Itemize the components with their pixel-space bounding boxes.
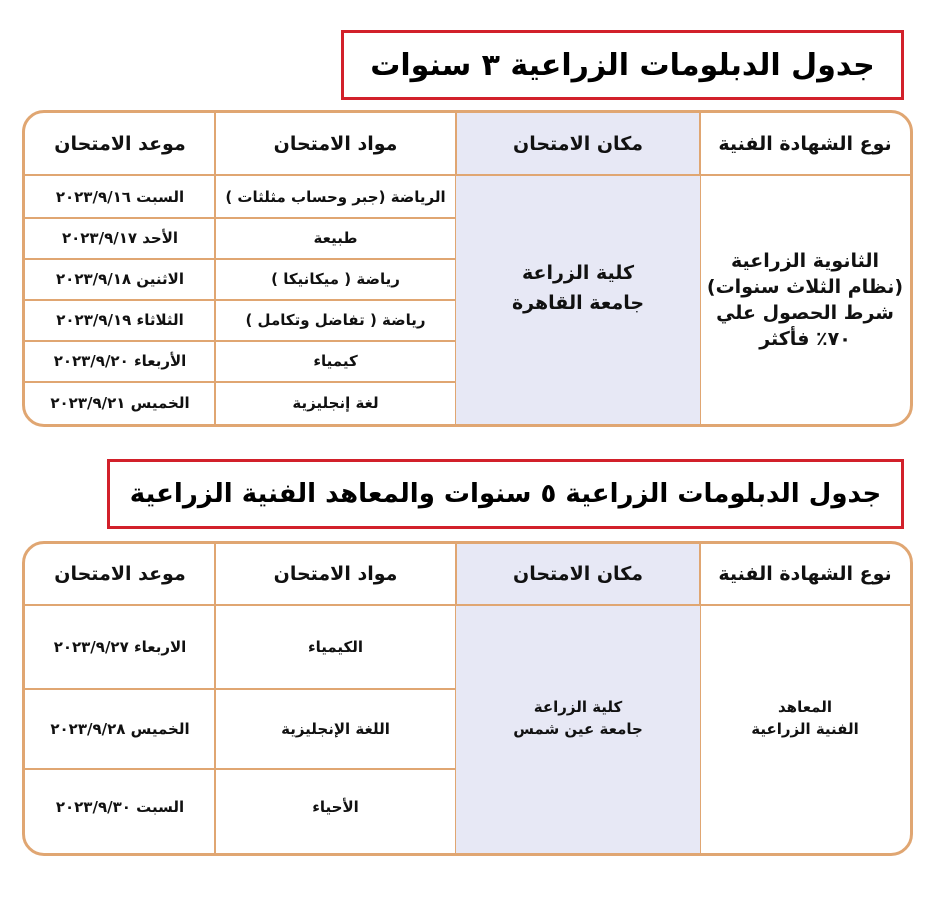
table-row-subject: طبيعة [313,229,358,247]
exam-schedule-table-3-years [22,110,913,427]
table-row-subject: الأحياء [312,797,359,816]
table-row-subject: رياضة ( تفاضل وتكامل ) [245,311,426,329]
table-row-date: الخميس ٢٠٢٣/٩/٢١ [50,394,190,412]
header-certificate-type: نوع الشهادة الفنية [700,113,910,176]
table-row-date: الأربعاء ٢٠٢٣/٩/٢٠ [53,352,187,370]
table-row-subject: كيمياء [313,352,358,370]
type-line: الفنية الزراعية [751,719,859,738]
header-exam-date: موعد الامتحان [25,113,215,176]
table-row-date: السبت ٢٠٢٣/٩/١٦ [55,187,185,206]
table2-title: جدول الدبلومات الزراعية ٥ سنوات والمعاهد الفنية الزراعية [107,459,904,529]
type-line: ٧٠٪ فأكثر [759,328,851,350]
place-line: كلية الزراعة [521,262,635,284]
header-exam-subjects: مواد الامتحان [215,113,456,176]
table-row-subject: رياضة ( ميكانيكا ) [271,270,400,288]
header-exam-subjects: مواد الامتحان [215,544,456,606]
table-row-subject: الرياضة (جبر وحساب مثلثات ) [225,187,446,206]
certificate-type-cell [700,176,910,424]
place-line: كلية الزراعة [533,697,623,716]
type-line: المعاهد [778,697,832,716]
table-row-date: الثلاثاء ٢٠٢٣/٩/١٩ [56,311,184,329]
header-exam-place: مكان الامتحان [456,544,700,606]
table-row-subject: لغة إنجليزية [292,394,379,412]
exam-place-cell [456,176,700,424]
table1-title: جدول الدبلومات الزراعية ٣ سنوات [341,30,904,100]
table-row-subject: اللغة الإنجليزية [281,719,390,738]
certificate-type-cell [700,606,910,853]
exam-schedule-table-5-years [22,541,913,856]
type-line: شرط الحصول علي [716,302,894,324]
table-row-subject: الكيمياء [307,638,364,656]
table-row-date: الاربعاء ٢٠٢٣/٩/٢٧ [53,638,187,656]
table-row-date: الاثنين ٢٠٢٣/٩/١٨ [56,270,184,288]
place-line: جامعة القاهرة [511,292,645,314]
place-line: جامعة عين شمس [513,719,643,738]
table-row-date: السبت ٢٠٢٣/٩/٣٠ [55,797,185,816]
table-row-date: الأحد ٢٠٢٣/٩/١٧ [61,229,179,247]
header-certificate-type: نوع الشهادة الفنية [700,544,910,606]
type-line: الثانوية الزراعية [730,250,880,272]
header-exam-date: موعد الامتحان [25,544,215,606]
header-exam-place: مكان الامتحان [456,113,700,176]
exam-place-cell [456,606,700,853]
type-line: (نظام الثلاث سنوات) [706,276,904,298]
table-row-date: الخميس ٢٠٢٣/٩/٢٨ [50,719,190,738]
